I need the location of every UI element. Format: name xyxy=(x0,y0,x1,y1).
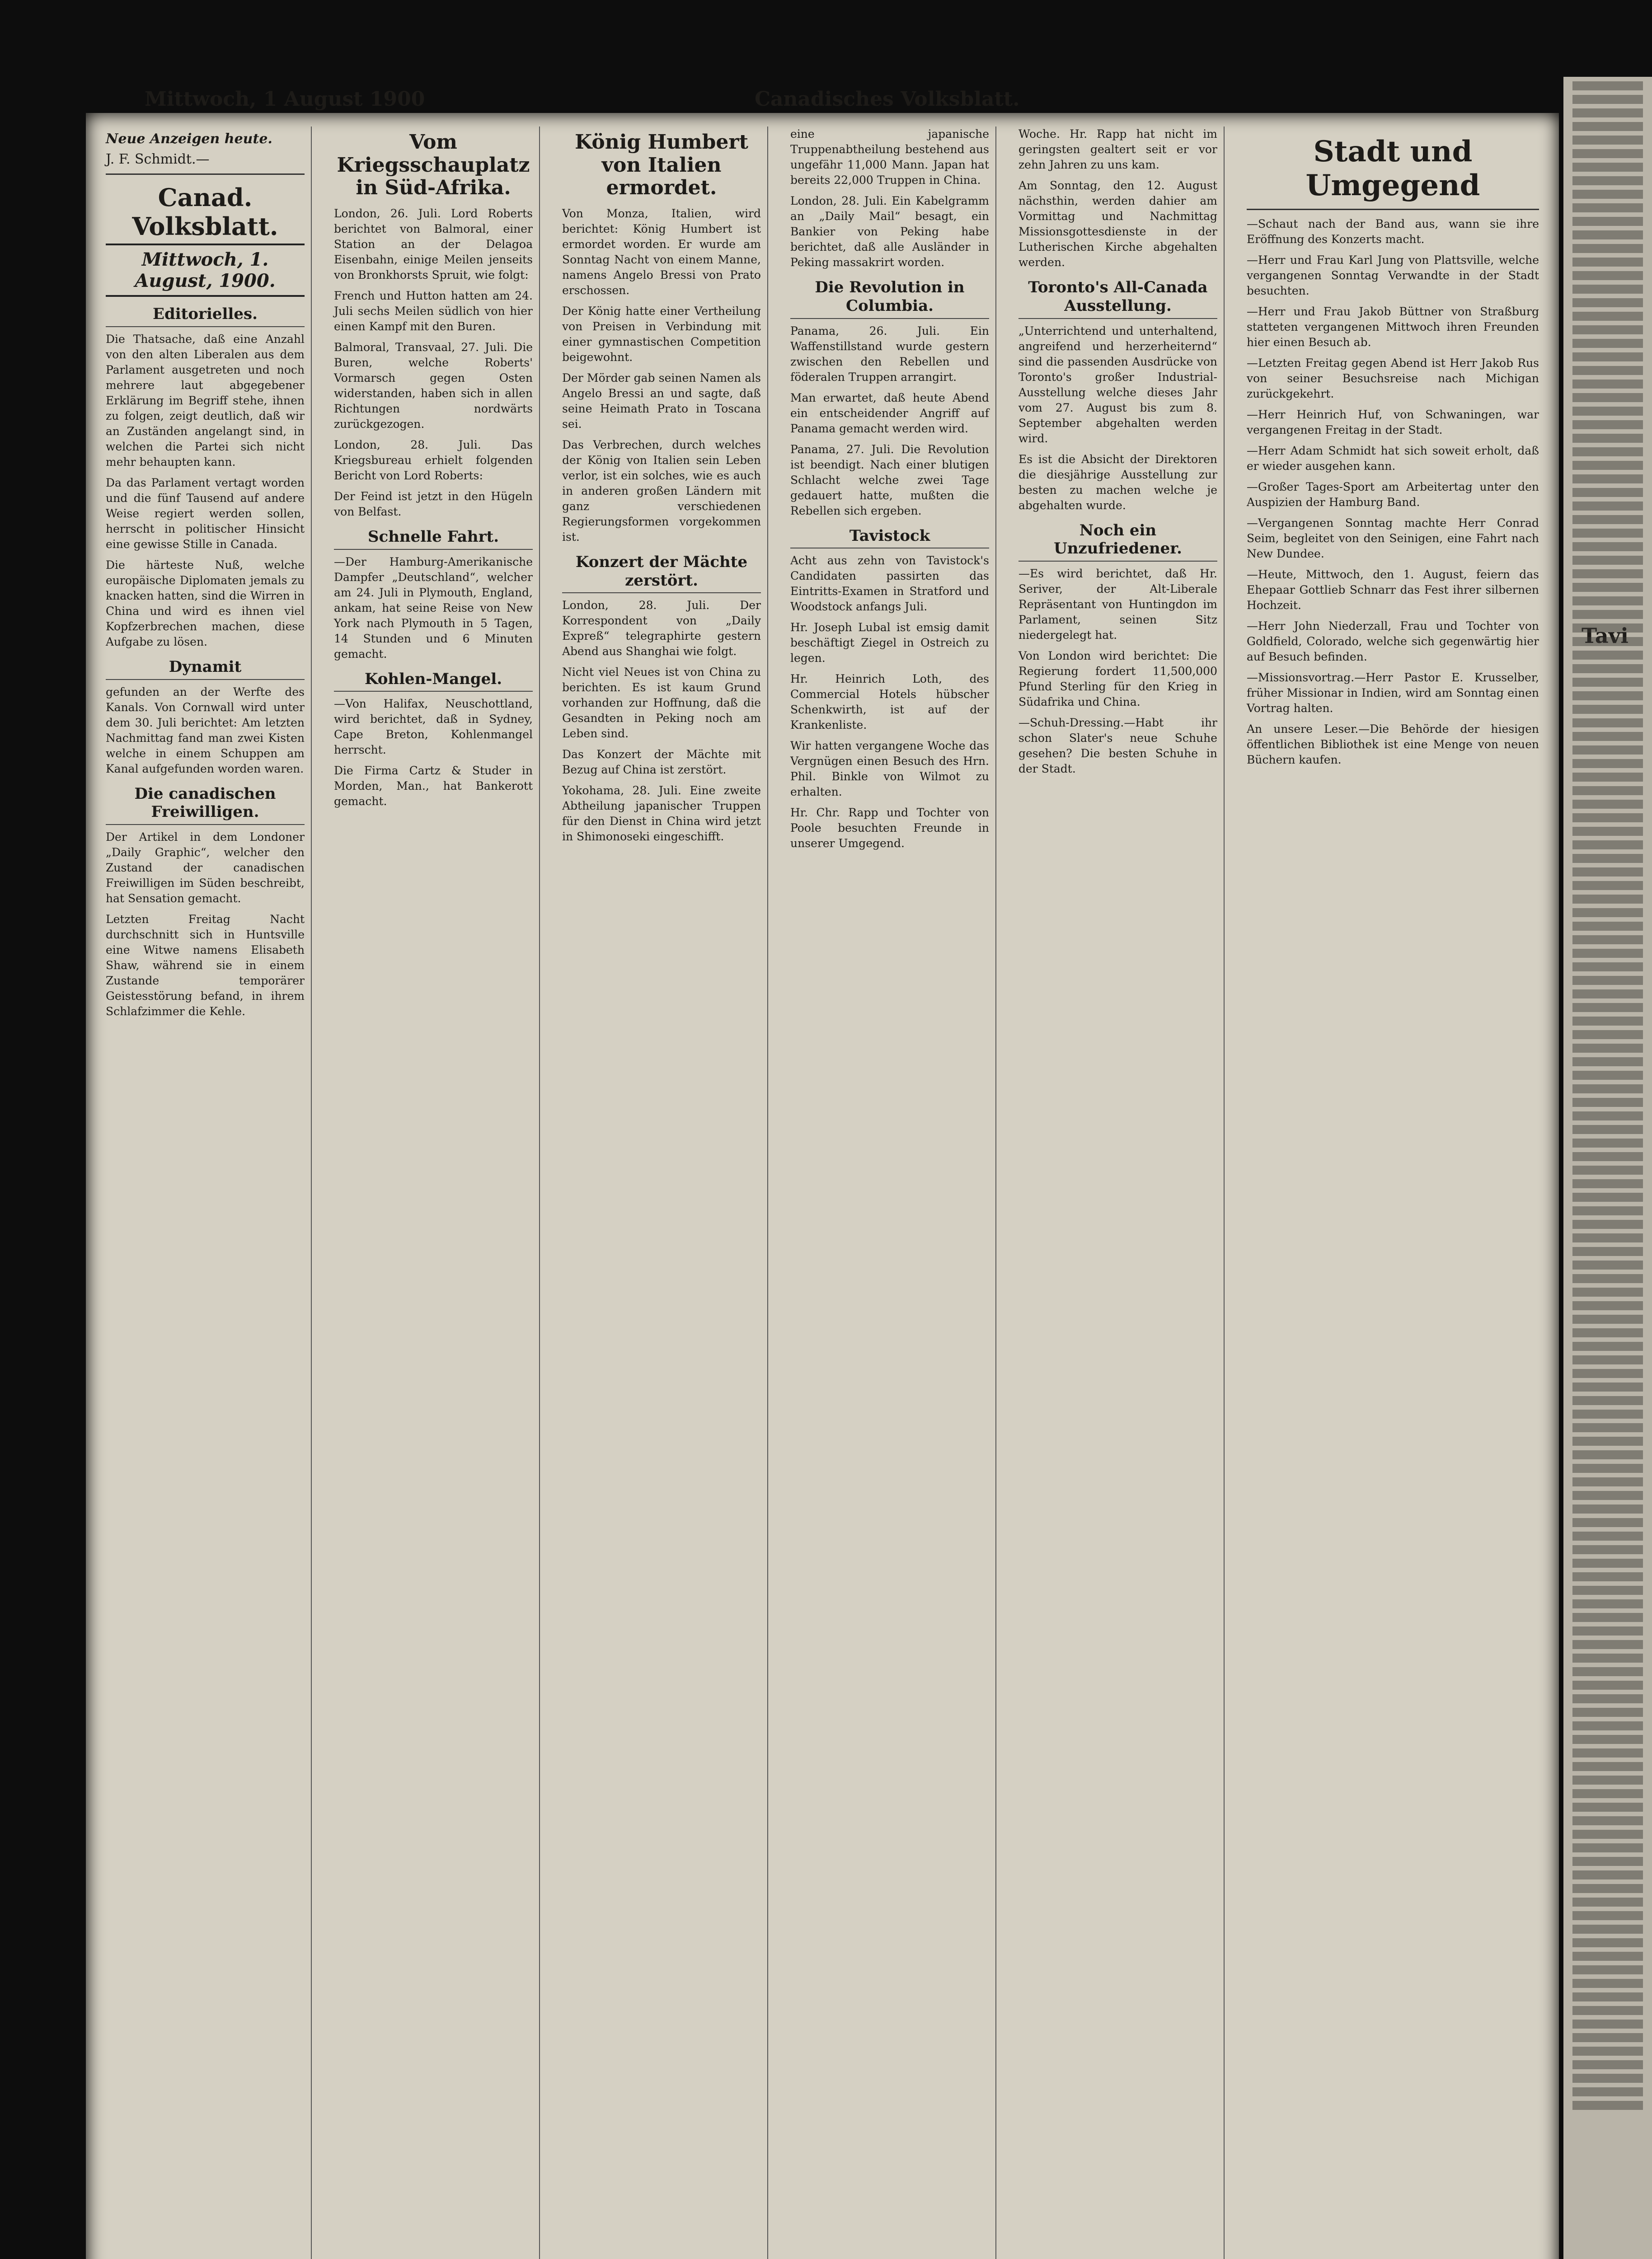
text-line xyxy=(1572,881,1643,890)
text-line xyxy=(1572,583,1643,592)
column-4 xyxy=(784,127,996,2259)
text-line xyxy=(1572,691,1643,700)
text-line xyxy=(1572,949,1643,958)
text-line xyxy=(1572,1816,1643,1825)
text-line xyxy=(1572,1206,1643,1215)
text-line xyxy=(1572,325,1643,334)
text-line xyxy=(1572,407,1643,416)
text-line xyxy=(1572,1586,1643,1595)
text-line xyxy=(1572,1247,1643,1256)
text-line xyxy=(1572,759,1643,768)
text-line xyxy=(1572,1084,1643,1093)
text-line xyxy=(1572,1044,1643,1053)
text-line xyxy=(1572,1776,1643,1785)
text-line xyxy=(1572,542,1643,551)
column-2 xyxy=(328,127,540,2259)
paragraph: —Herr und Frau Jakob Büttner von Straßburg statteten vergangenen Mittwoch ihren Freunden hier einen Besuch ab. xyxy=(1247,305,1539,349)
text-line xyxy=(1572,1613,1643,1622)
text-line xyxy=(1572,1654,1643,1663)
text-line xyxy=(1572,1803,1643,1812)
text-line xyxy=(1572,163,1643,172)
text-line xyxy=(1572,1721,1643,1730)
text-line xyxy=(1572,1464,1643,1473)
text-line xyxy=(1572,1369,1643,1378)
text-line xyxy=(1572,1504,1643,1514)
text-line xyxy=(1572,989,1643,998)
heading-schnelle-fahrt: Schnelle Fahrt. xyxy=(334,528,533,550)
text-line xyxy=(1572,474,1643,483)
paragraph: —Herr und Frau Karl Jung von Plattsville, welche vergangenen Sonntag Verwandte in der Stadt besuchten. xyxy=(1247,253,1539,297)
text-line xyxy=(1572,1193,1643,1202)
heading-stadt-und-umgegend: Stadt und Umgegend xyxy=(1305,135,1480,202)
text-line xyxy=(1572,596,1643,605)
text-line xyxy=(1572,1396,1643,1405)
dateline: Mittwoch, 1. August, 1900. xyxy=(106,244,305,297)
text-line xyxy=(1572,732,1643,741)
text-line xyxy=(1572,1152,1643,1161)
paragraph: Wir hatten vergangene Woche das Vergnügen einen Besuch des Hrn. Phil. Binkle von Wilmot zu erhalten. xyxy=(790,739,989,799)
paragraph: Panama, 27. Juli. Die Revolution ist beendigt. Nach einer blutigen Schlacht welche zwei Tage gedauert hatte, mußten die Rebellen sich ergeben. xyxy=(790,442,989,517)
text-line xyxy=(1572,1288,1643,1297)
paragraph: —Großer Tages-Sport am Arbeitertag unter den Auspizien der Hamburg Band. xyxy=(1247,480,1539,509)
column-3 xyxy=(556,127,768,2259)
text-line xyxy=(1572,1274,1643,1283)
text-line xyxy=(1572,1017,1643,1026)
text-line xyxy=(1572,1125,1643,1134)
text-line xyxy=(1572,1830,1643,1839)
text-line xyxy=(1572,773,1643,782)
paragraph: Die Thatsache, daß eine Anzahl von den alten Liberalen aus dem Parlament ausgetreten und noch mehrere laut abgegebener Erklärung im Begriff stehe, ihnen zu folgen, zeigt deutlich, daß wir an Zuständen angelangt sind, in welchen die Partei sich nicht mehr behaupten kann. xyxy=(106,332,305,469)
text-line xyxy=(1572,2060,1643,2069)
heading-kohlen-mangel: Kohlen-Mangel. xyxy=(334,670,533,692)
text-line xyxy=(1572,1491,1643,1500)
paragraph: Yokohama, 28. Juli. Eine zweite Abtheilung japanischer Truppen für den Dienst in China wird jetzt in Shimonoseki eingeschifft. xyxy=(562,784,761,844)
text-line xyxy=(1572,2101,1643,2110)
text-line xyxy=(1572,1437,1643,1446)
text-line xyxy=(1572,623,1643,633)
paragraph: London, 28. Juli. Ein Kabelgramm an „Daily Mail“ besagt, ein Bankier von Peking habe berichtet, daß alle Ausländer in Peking massakrirt worden. xyxy=(790,194,989,269)
text-line xyxy=(1572,1423,1643,1432)
text-line xyxy=(1572,1003,1643,1012)
text-line xyxy=(1572,339,1643,348)
text-line xyxy=(1572,1559,1643,1568)
text-line xyxy=(1572,108,1643,117)
paragraph: Acht aus zehn von Tavistock's Candidaten passirten das Eintritts-Examen in Stratford und Woodstock anfangs Juli. xyxy=(790,554,989,614)
heading-unzufriedener: Noch ein Unzufriedener. xyxy=(1018,521,1217,562)
running-head-date: Mittwoch, 1 August 1900 xyxy=(145,88,425,111)
paragraph: Woche. Hr. Rapp hat nicht im geringsten gealtert seit er vor zehn Jahren zu uns kam. xyxy=(1018,127,1217,171)
column-1 xyxy=(99,127,312,2259)
text-line xyxy=(1572,176,1643,185)
text-line xyxy=(1572,678,1643,687)
text-line xyxy=(1572,718,1643,727)
text-line xyxy=(1572,285,1643,294)
new-ads-heading: Neue Anzeigen heute. xyxy=(106,131,272,147)
text-line xyxy=(1572,1057,1643,1066)
text-line xyxy=(1572,1789,1643,1798)
text-line xyxy=(1572,1708,1643,1717)
text-line xyxy=(1572,2006,1643,2015)
paragraph: Hr. Heinrich Loth, des Commercial Hotels hübscher Schenkwirth, ist auf der Krankenliste. xyxy=(790,672,989,732)
paragraph: Der Mörder gab seinen Namen als Angelo Bressi an und sagte, daß seine Heimath Prato in Toscana sei. xyxy=(562,371,761,431)
text-line xyxy=(1572,1098,1643,1107)
paragraph: Von London wird berichtet: Die Regierung fordert 11,500,000 Pfund Sterling für den Krieg in Südafrika und China. xyxy=(1018,649,1217,709)
paragraph: —Herr John Niederzall, Frau und Tochter von Goldfield, Colorado, welche sich gegenwärtig hier auf Besuch befinden. xyxy=(1247,619,1539,663)
text-line xyxy=(1572,569,1643,578)
text-line xyxy=(1572,420,1643,429)
text-line xyxy=(1572,1233,1643,1242)
text-line xyxy=(1572,1884,1643,1893)
paragraph: —Schaut nach der Band aus, wann sie ihre Eröffnung des Konzerts macht. xyxy=(1247,217,1539,246)
text-line xyxy=(1572,1640,1643,1649)
text-line xyxy=(1572,840,1643,849)
paragraph: Das Verbrechen, durch welches der König von Italien sein Leben verlor, ist ein solches, wie es auch in anderen großen Ländern mit ganz verschiedenen Regierungsformen vorgekommen ist. xyxy=(562,438,761,544)
text-line xyxy=(1572,258,1643,267)
text-line xyxy=(1572,827,1643,836)
text-line xyxy=(1572,217,1643,226)
text-line xyxy=(1572,1843,1643,1852)
text-line xyxy=(1572,2074,1643,2083)
text-line xyxy=(1572,745,1643,755)
paragraph: —Der Hamburg-Amerikanische Dampfer „Deutschland“, welcher am 24. Juli in Plymouth, England, ankam, hat seine Reise von New York nach Plymouth in 5 Tagen, 14 Stunden und 6 Minuten gemacht. xyxy=(334,555,533,661)
text-line xyxy=(1572,976,1643,985)
heading-freiwilligen: Die canadischen Freiwilligen. xyxy=(106,785,305,825)
text-line xyxy=(1572,705,1643,714)
paragraph: Hr. Joseph Lubal ist emsig damit beschäftigt Ziegel in Ostreich zu legen. xyxy=(790,621,989,665)
text-line xyxy=(1572,149,1643,158)
text-line xyxy=(1572,1952,1643,1961)
paragraph: Balmoral, Transvaal, 27. Juli. Die Buren, welche Roberts' Vormarsch gegen Osten widerstanden, haben sich in allen Richtungen nordwärts zurückgezogen. xyxy=(334,340,533,431)
heading-kriegsschauplatz: Vom Kriegsschauplatz in Süd-Afrika. xyxy=(337,131,530,200)
text-line xyxy=(1572,664,1643,673)
text-line xyxy=(1572,136,1643,145)
heading-koenig-humbert: König Humbert von Italien ermordet. xyxy=(575,131,748,200)
running-head-paper: Canadisches Volksblatt. xyxy=(755,88,1020,111)
paragraph: —Letzten Freitag gegen Abend ist Herr Jakob Rus von seiner Besuchsreise nach Michigan zurückgekehrt. xyxy=(1247,356,1539,400)
text-line xyxy=(1572,1342,1643,1351)
text-line xyxy=(1572,81,1643,90)
new-ads-item: J. F. Schmidt.— xyxy=(106,151,210,167)
paragraph: —Herr Heinrich Huf, von Schwaningen, war vergangenen Freitag in der Stadt. xyxy=(1247,408,1539,436)
paragraph: French und Hutton hatten am 24. Juli sechs Meilen südlich von hier einen Kampf mit den Buren. xyxy=(334,289,533,333)
text-line xyxy=(1572,1450,1643,1459)
text-line xyxy=(1572,1681,1643,1690)
text-line xyxy=(1572,1301,1643,1310)
text-line xyxy=(1572,637,1643,646)
paragraph: gefunden an der Werfte des Kanals. Von Cornwall wird unter dem 30. Juli berichtet: Am letzten Nachmittag fand man zwei Kisten welche in einem Schuppen am Kanal aufgefunden worden waren. xyxy=(106,685,305,775)
text-line xyxy=(1572,1328,1643,1337)
heading-revolution-columbia: Die Revolution in Columbia. xyxy=(790,278,989,319)
paragraph: Von Monza, Italien, wird berichtet: König Humbert ist ermordet worden. Er wurde am Sonntag Nacht von einem Manne, namens Angelo Bressi von Prato erschossen. xyxy=(562,206,761,297)
text-line xyxy=(1572,854,1643,863)
heading-konzert-der-maechte: Konzert der Mächte zerstört. xyxy=(562,553,761,594)
paragraph: Panama, 26. Juli. Ein Waffenstillstand wurde gestern zwischen den Rebellen und föderalen Truppen arrangirt. xyxy=(790,324,989,384)
text-line xyxy=(1572,2020,1643,2029)
text-line xyxy=(1572,434,1643,443)
text-line xyxy=(1572,244,1643,253)
text-line xyxy=(1572,610,1643,619)
text-line xyxy=(1572,786,1643,795)
paragraph: Nicht viel Neues ist von China zu berichten. Es ist kaum Grund vorhanden zur Hoffnung, daß die Gesandten in Peking noch am Leben sind. xyxy=(562,666,761,741)
text-line xyxy=(1572,1735,1643,1744)
paragraph: „Unterrichtend und unterhaltend, angreifend und herzerheiternd“ sind die passenden Ausdrücke von Toronto's großer Industrial-Ausstellung welche dieses Jahr vom 27. August bis zum 8. September abgehalten werden wird. xyxy=(1018,324,1217,445)
paragraph: —Heute, Mittwoch, den 1. August, feiern das Ehepaar Gottlieb Schnarr das Fest ihrer silbernen Hochzeit. xyxy=(1247,568,1539,612)
paragraph: Die Firma Cartz & Studer in Morden, Man., hat Bankerott gemacht. xyxy=(334,764,533,808)
masthead: Canad. Volksblatt. xyxy=(132,183,278,241)
text-line xyxy=(1572,1139,1643,1148)
text-line xyxy=(1572,1572,1643,1581)
paragraph: London, 26. Juli. Lord Roberts berichtet von Balmoral, einer Station an der Delagoa Eisenbahn, einige Meilen jenseits von Bronkhorsts Spruit, wie folgt: xyxy=(334,206,533,281)
text-line xyxy=(1572,962,1643,971)
text-line xyxy=(1572,298,1643,307)
text-line xyxy=(1572,447,1643,456)
paragraph: Da das Parlament vertagt worden und die fünf Tausend auf andere Weise regiert werden sollen, herrscht in politischer Hinsicht eine gewisse Stille in Canada. xyxy=(106,476,305,551)
paragraph: Der König hatte einer Vertheilung von Preisen in Verbindung mit einer gymnastischen Competition beigewohnt. xyxy=(562,304,761,364)
paragraph: Man erwartet, daß heute Abend ein entscheidender Angriff auf Panama gemacht werden wird. xyxy=(790,391,989,435)
text-line xyxy=(1572,515,1643,524)
text-line xyxy=(1572,800,1643,809)
text-line xyxy=(1572,312,1643,321)
column-5 xyxy=(1012,127,1225,2259)
text-line xyxy=(1572,203,1643,212)
text-line xyxy=(1572,1857,1643,1866)
text-line xyxy=(1572,1748,1643,1758)
heading-tavistock: Tavistock xyxy=(790,527,989,549)
paragraph: —Schuh-Dressing.—Habt ihr schon Slater's neue Schuhe gesehen? Die besten Schuhe in der Stadt. xyxy=(1018,716,1217,776)
paragraph: Das Konzert der Mächte mit Bezug auf China ist zerstört. xyxy=(562,748,761,777)
text-line xyxy=(1572,1694,1643,1703)
text-line xyxy=(1572,352,1643,361)
text-line xyxy=(1572,651,1643,660)
text-line xyxy=(1572,895,1643,904)
text-line xyxy=(1572,1071,1643,1080)
text-line xyxy=(1572,2047,1643,2056)
heading-toronto-ausstellung: Toronto's All-Canada Ausstellung. xyxy=(1018,278,1217,319)
paragraph: —Es wird berichtet, daß Hr. Seriver, der Alt-Liberale Repräsentant von Huntingdon im Parlament, seinen Sitz niedergelegt hat. xyxy=(1018,567,1217,642)
text-line xyxy=(1572,1545,1643,1554)
column-6 xyxy=(1240,127,1545,2259)
text-line xyxy=(1572,1532,1643,1541)
paragraph: Der Artikel in dem Londoner „Daily Graphic“, welcher den Zustand der canadischen Freiwilligen im Süden beschreibt, hat Sensation gemacht. xyxy=(106,830,305,905)
adjacent-page-heading: Tavi xyxy=(1582,623,1629,648)
text-line xyxy=(1572,2087,1643,2096)
text-line xyxy=(1572,501,1643,511)
text-line xyxy=(1572,1626,1643,1636)
paragraph: London, 28. Juli. Das Kriegsbureau erhielt folgenden Bericht von Lord Roberts: xyxy=(334,438,533,482)
text-line xyxy=(1572,1667,1643,1676)
text-line xyxy=(1572,1870,1643,1879)
text-line xyxy=(1572,1355,1643,1364)
text-line xyxy=(1572,1898,1643,1907)
paragraph: Es ist die Absicht der Direktoren die diesjährige Ausstellung zur besten zu machen welche je abgehalten wurde. xyxy=(1018,452,1217,512)
text-line xyxy=(1572,1518,1643,1527)
text-line xyxy=(1572,380,1643,389)
text-line xyxy=(1572,1030,1643,1039)
text-line xyxy=(1572,366,1643,375)
text-line xyxy=(1572,867,1643,876)
paragraph: eine japanische Truppenabtheilung bestehend aus ungefähr 11,000 Mann. Japan hat bereits 22,000 Truppen in China. xyxy=(790,127,989,187)
text-line xyxy=(1572,1166,1643,1175)
paragraph: Der Feind ist jetzt in den Hügeln von Belfast. xyxy=(334,489,533,518)
paragraph: Am Sonntag, den 12. August nächsthin, werden dahier am Vormittag und Nachmittag Missionsgottesdienste in der Lutherischen Kirche abgehalten werden. xyxy=(1018,179,1217,269)
text-line xyxy=(1572,488,1643,497)
text-line xyxy=(1572,1979,1643,1988)
text-line xyxy=(1572,1261,1643,1270)
text-line xyxy=(1572,813,1643,822)
text-line xyxy=(1572,122,1643,131)
paragraph: —Herr Adam Schmidt hat sich soweit erholt, daß er wieder ausgehen kann. xyxy=(1247,444,1539,473)
paragraph: Die härteste Nuß, welche europäische Diplomaten jemals zu knacken hatten, sind die Wirren in China und wird es ihnen viel Kopfzerbrechen machen, diese Aufgabe zu lösen. xyxy=(106,558,305,648)
paragraph: —Vergangenen Sonntag machte Herr Conrad Seim, begleitet von den Seinigen, eine Fahrt nach New Dundee. xyxy=(1247,516,1539,560)
text-line xyxy=(1572,935,1643,944)
paragraph: London, 28. Juli. Der Korrespondent von „Daily Expreß“ telegraphirte gestern Abend aus Shanghai wie folgt. xyxy=(562,599,761,658)
text-line xyxy=(1572,1938,1643,1947)
paragraph: —Missionsvortrag.—Herr Pastor E. Krusselber, früher Missionar in Indien, wird am Sonntag einen Vortrag halten. xyxy=(1247,671,1539,715)
text-line xyxy=(1572,190,1643,199)
heading-dynamit: Dynamit xyxy=(106,658,305,680)
text-line xyxy=(1572,230,1643,239)
text-line xyxy=(1572,1762,1643,1771)
text-line xyxy=(1572,1911,1643,1920)
text-line xyxy=(1572,529,1643,538)
section-editorial: Editorielles. xyxy=(106,305,305,327)
text-line xyxy=(1572,95,1643,104)
newspaper-page xyxy=(86,113,1559,2259)
text-line xyxy=(1572,1179,1643,1188)
text-line xyxy=(1572,2033,1643,2042)
text-line xyxy=(1572,1925,1643,1934)
paragraph: Letzten Freitag Nacht durchschnitt sich in Huntsville eine Witwe namens Elisabeth Shaw, während sie in einem Zustande temporärer Geistesstörung befand, in ihrem Schlafzimmer die Kehle. xyxy=(106,913,305,1018)
text-line xyxy=(1572,393,1643,402)
text-line xyxy=(1572,1383,1643,1392)
text-line xyxy=(1572,1599,1643,1608)
text-line xyxy=(1572,1965,1643,1974)
paragraph: An unsere Leser.—Die Behörde der hiesigen öffentlichen Bibliothek ist eine Menge von neuen Büchern kaufen. xyxy=(1247,722,1539,766)
text-line xyxy=(1572,461,1643,470)
text-line xyxy=(1572,1111,1643,1120)
paragraph: Hr. Chr. Rapp und Tochter von Poole besuchten Freunde in unserer Umgegend. xyxy=(790,806,989,850)
text-line xyxy=(1572,922,1643,931)
adjacent-page-edge xyxy=(1563,77,1652,2259)
text-line xyxy=(1572,1315,1643,1324)
text-line xyxy=(1572,1477,1643,1486)
text-line xyxy=(1572,1410,1643,1419)
text-line xyxy=(1572,1220,1643,1229)
text-line xyxy=(1572,1992,1643,2001)
paragraph: —Von Halifax, Neuschottland, wird berichtet, daß in Sydney, Cape Breton, Kohlenmangel herrscht. xyxy=(334,697,533,757)
text-line xyxy=(1572,908,1643,917)
text-line xyxy=(1572,556,1643,565)
text-line xyxy=(1572,271,1643,280)
